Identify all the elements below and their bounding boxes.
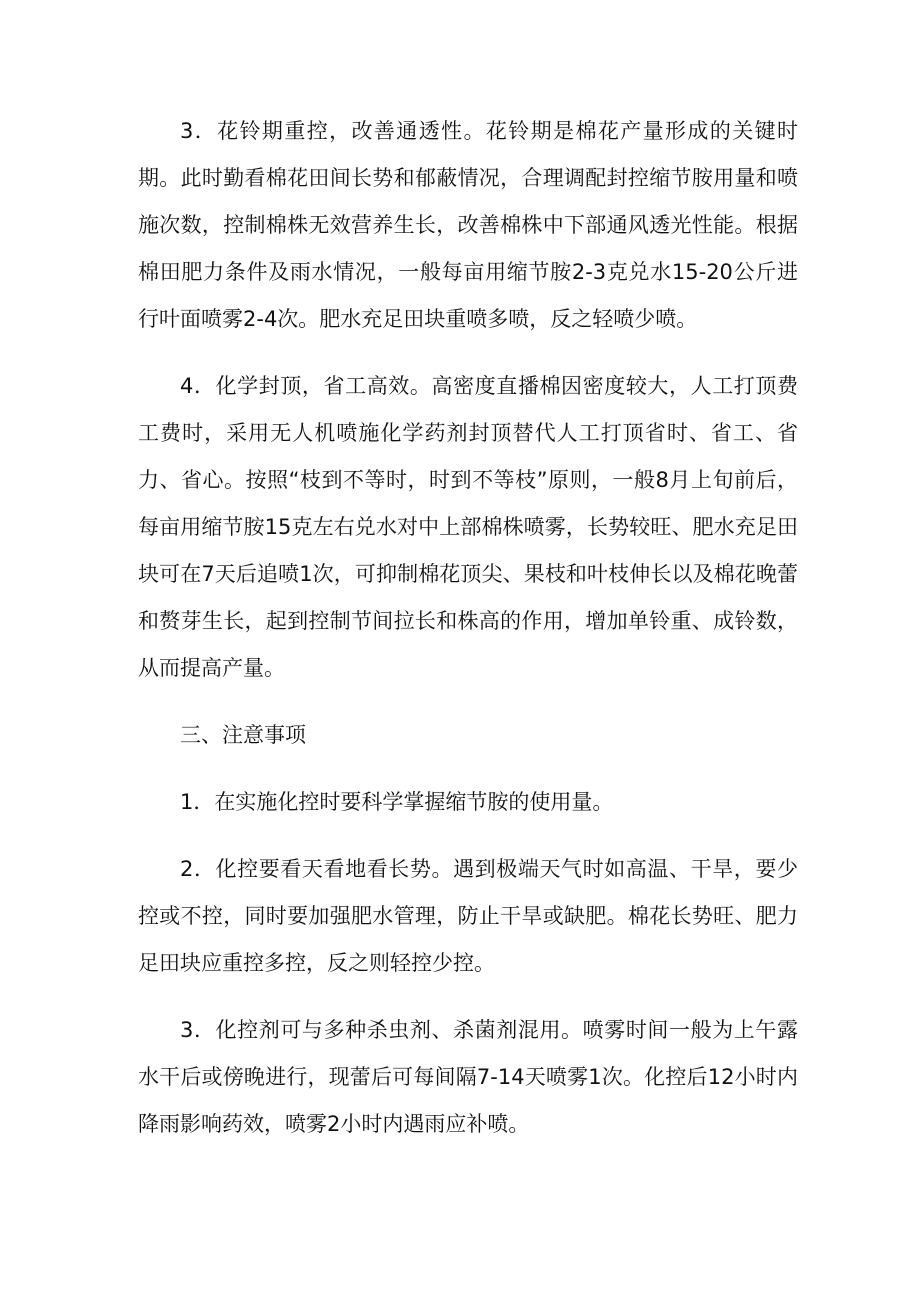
paragraph-chemical-topping: 4．化学封顶，省工高效。高密度直播棉因密度较大，人工打顶费工费时，采用无人机喷施化学药剂封顶替代人工打顶省时、省工、省力、省心。按照“枝到不等时，时到不等枝”原则，一般8月上旬前后，每亩用缩节胺15克左右兑水对中上部棉株喷雾，长势较旺、肥水充足田块可在7天后追喷1次，可抑制棉花顶尖、果枝和叶枝伸长以及棉花晚蕾和赘芽生长，起到控制节间拉长和株高的作用，增加单铃重、成铃数，从而提高产量。 [138, 374, 798, 680]
paragraph-precaution-2: 2．化控要看天看地看长势。遇到极端天气时如高温、干旱，要少控或不控，同时要加强肥水管理，防止干旱或缺肥。棉花长势旺、肥力足田块应重控多控，反之则轻控少控。 [138, 857, 798, 975]
document-body [138, 108, 798, 1168]
section-heading-precautions: 三、注意事项 [180, 723, 306, 747]
paragraph-precaution-1: 1．在实施化控时要科学掌握缩节胺的使用量。 [180, 790, 614, 814]
paragraph-flowering-boll-control: 3．花铃期重控，改善通透性。花铃期是棉花产量形成的关键时期。此时勤看棉花田间长势和郁蔽情况，合理调配封控缩节胺用量和喷施次数，控制棉株无效营养生长，改善棉株中下部通风透光性能。根据棉田肥力条件及雨水情况，一般每亩用缩节胺2-3克兑水15-20公斤进行叶面喷雾2-4次。肥水充足田块重喷多喷，反之轻喷少喷。 [138, 119, 798, 331]
paragraph-precaution-3: 3．化控剂可与多种杀虫剂、杀菌剂混用。喷雾时间一般为上午露水干后或傍晚进行，现蕾后可每间隔7-14天喷雾1次。化控后12小时内降雨影响药效，喷雾2小时内遇雨应补喷。 [138, 1018, 798, 1136]
